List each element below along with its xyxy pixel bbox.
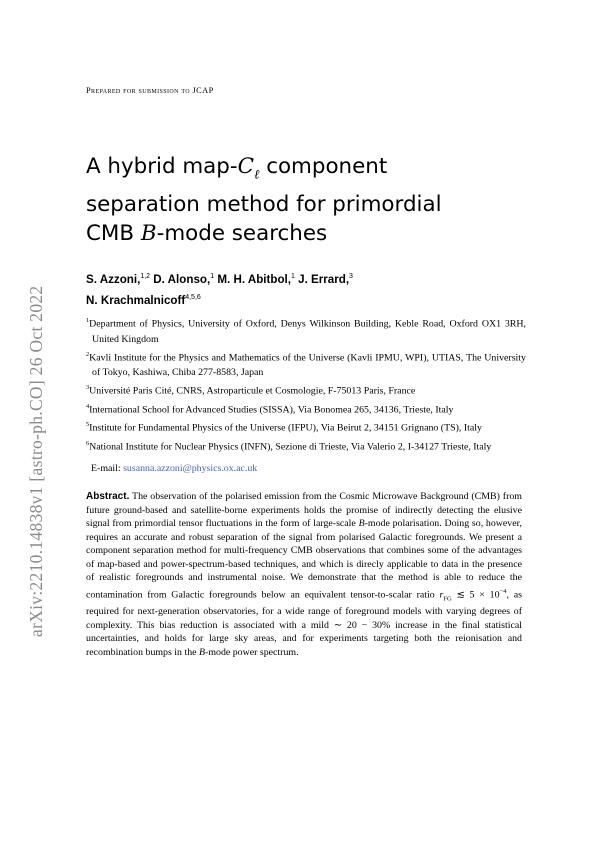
author-list [86, 268, 526, 310]
submission-note: Prepared for submission to JCAP [86, 86, 214, 95]
affiliation-number: 6 [86, 439, 90, 447]
affiliation-text: Institute for Fundamental Physics of the Universe (IFPU), Via Beirut 2, 34151 Grignano (TS), Italy [89, 422, 482, 434]
affiliation-text: Kavli Institute for the Physics and Mathematics of the Universe (Kavli IPMU, WPI), UTIAS, The University of Tokyo, Kashiwa, Chiba 277-8583, Japan [89, 352, 526, 379]
title-line3-post: -mode searches [156, 221, 328, 247]
affiliation-number: 1 [86, 317, 90, 324]
affiliation-text: Université Paris Cité, CNRS, Astroparticule et Cosmologie, F-75013 Paris, France [89, 385, 416, 397]
author-affiliation: 1 [210, 273, 215, 280]
affiliation-text: International School for Advanced Studies (SISSA), Via Bonomea 265, 34136, Trieste, Italy [89, 404, 454, 416]
author-name: S. Azzoni, [86, 272, 141, 286]
affiliation-number: 3 [86, 384, 90, 392]
title-line1-pre: A hybrid map- [86, 154, 238, 179]
abstract-text: -mode power spectrum. [205, 646, 299, 658]
author-name: N. Krachmalnicoff [86, 293, 186, 307]
title-symbol-b: B [140, 221, 157, 247]
affiliation-item [86, 347, 526, 381]
affiliation-number: 4 [86, 402, 90, 410]
title-symbol-c: C [237, 154, 254, 179]
author-affiliation: 1 [290, 273, 295, 280]
author-name: M. H. Abitbol, [217, 272, 291, 286]
affiliation-number: 2 [86, 350, 90, 358]
email-label: E-mail: [91, 463, 124, 474]
paper-title [86, 152, 526, 249]
affiliation-text: National Institute for Nuclear Physics (INFN), Sezione di Trieste, Via Valerio 2, I-34127 Trieste, Italy [89, 441, 492, 453]
abstract-text: ≲ 5 × 10 [451, 588, 500, 600]
affiliation-item [86, 417, 526, 436]
author-affiliation: 4,5,6 [185, 293, 201, 301]
abstract-symbol-b: B [199, 646, 206, 658]
author-affiliation: 3 [349, 273, 353, 280]
affiliation-list [86, 313, 526, 454]
affiliation-item [86, 436, 526, 455]
affiliation-item [86, 380, 526, 399]
author-name: J. Errard, [298, 272, 350, 286]
contact-email [91, 463, 257, 474]
title-line3-pre: CMB [86, 221, 141, 247]
author-affiliation: 1,2 [140, 273, 151, 280]
abstract [86, 490, 522, 659]
abstract-label: Abstract. [86, 491, 130, 502]
arxiv-stamp: arXiv:2210.14838v1 [astro-ph.CO] 26 Oct 2022 [26, 285, 46, 637]
affiliation-number: 5 [86, 421, 90, 429]
abstract-symbol-b: B [358, 518, 365, 529]
affiliation-item [86, 313, 526, 347]
title-line2: separation method for primordial [86, 191, 442, 217]
abstract-text: The observation of the polarised emission from the Cosmic Microwave Background (CMB) from future ground-based and satellite-borne experiments holds the promise of indirectly detecting the elusive signal from primordial tensor fluctuations in the form of large-scale [86, 491, 522, 529]
title-line1-post: component [259, 154, 388, 179]
abstract-text: -mode polarisation. Doing so, however, requires an accurate and robust separation of the signal from polarised Galactic foregrounds. We present a component separation method for multi-frequency CMB observations that combines some of the advantages of map-based and power-spectrum-based techniques, and which is direcly applicable to data in the presence of realistic foregrounds and instrumental noise. We demonstrate that the method is able to reduce the contamination from Galactic foregrounds below an equivalent tensor-to-scalar ratio [86, 518, 522, 600]
email-link[interactable]: susanna.azzoni@physics.ox.ac.uk [123, 463, 258, 474]
affiliation-text: Department of Physics, University of Oxford, Denys Wilkinson Building, Keble Road, Oxford OX1 3RH, United Kingdom [89, 318, 526, 345]
abstract-symbol-r: r [439, 588, 444, 600]
abstract-exponent: −4 [499, 587, 507, 595]
title-symbol-ell: ℓ [253, 167, 260, 183]
author-name: D. Alonso, [153, 272, 211, 286]
abstract-text: , as required for next-generation observatories, for a wide range of foreground models with varying degrees of complexity. This bias reduction is associated with a mild ∼ 20 − 30% increase in the final statistical uncertainties, and holds for large sky areas, and for experiments targeting both the reionisation and recombination bumps in the [86, 588, 522, 658]
affiliation-item [86, 399, 526, 418]
abstract-subscript-fg: FG [443, 594, 452, 602]
